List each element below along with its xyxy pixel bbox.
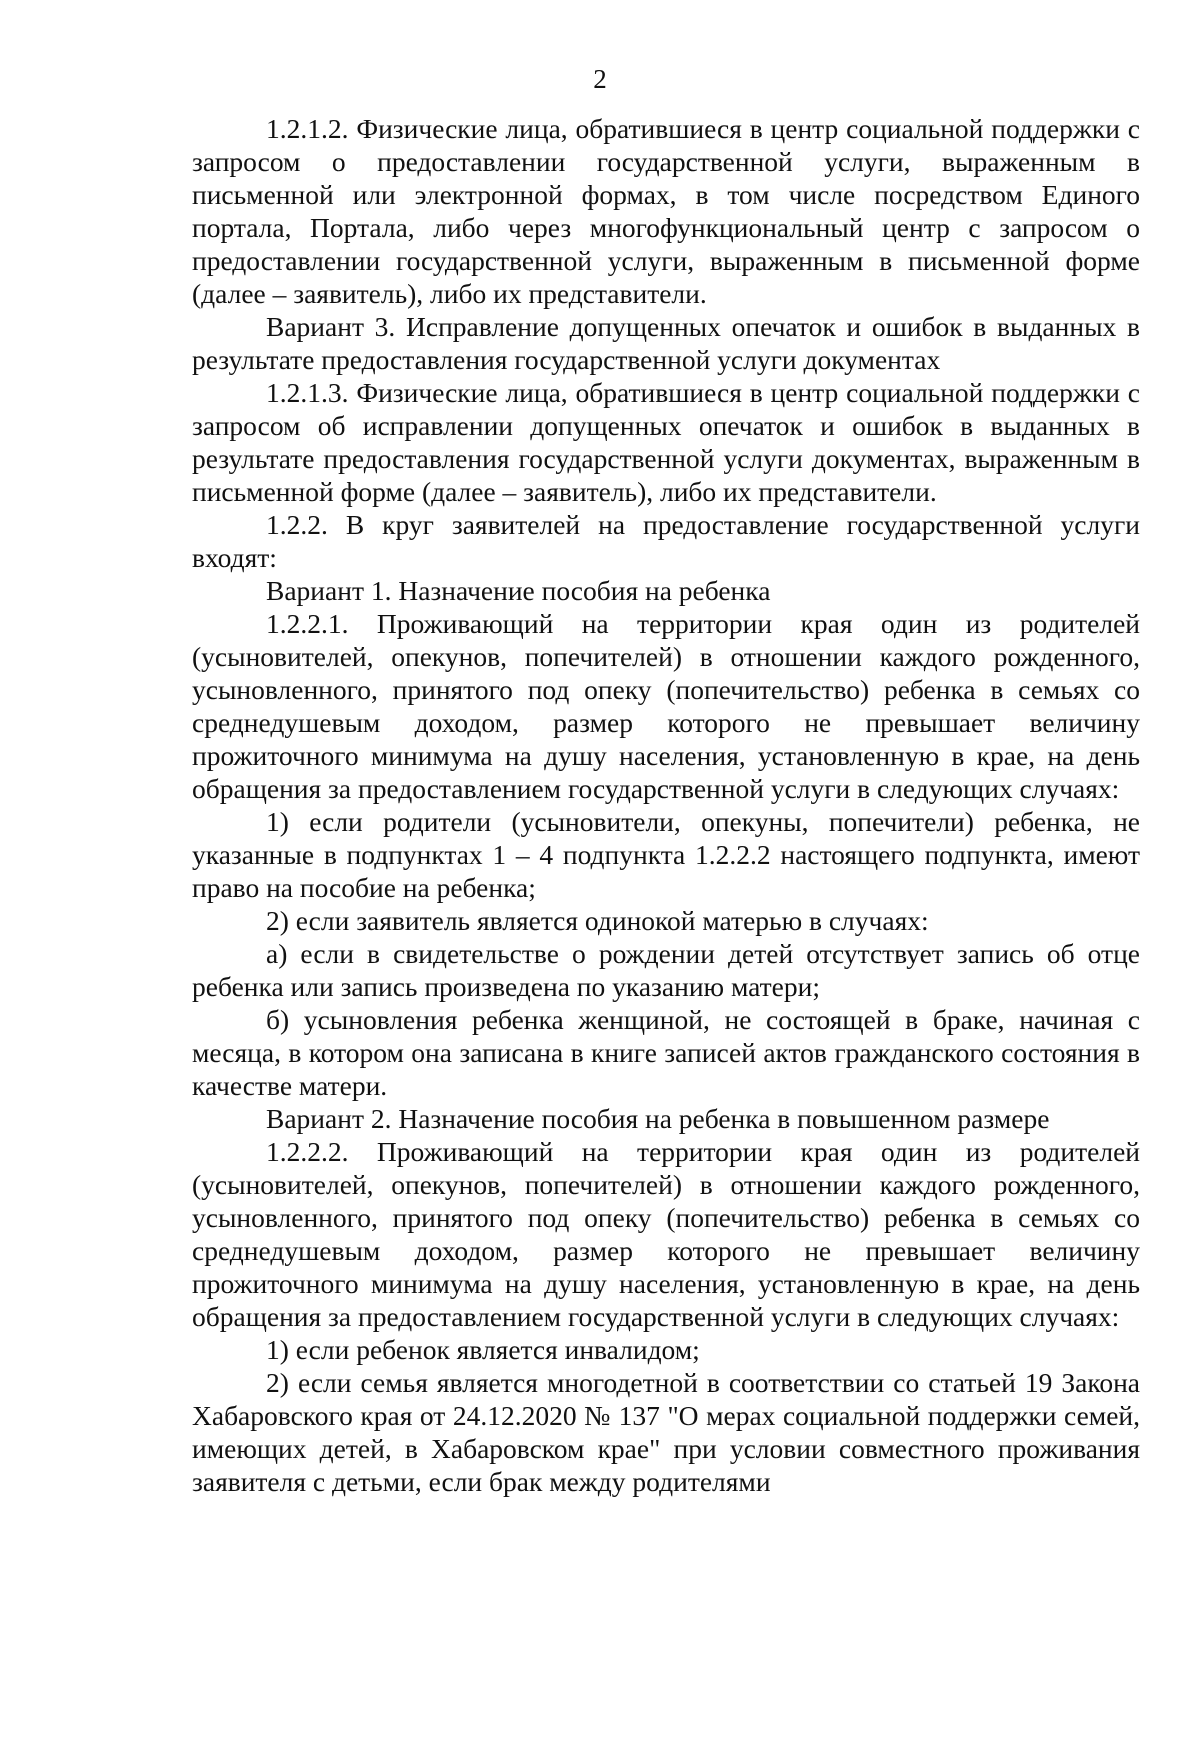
paragraph-item-2-large-family: 2) если семья является многодетной в соответствии со статьей 19 Закона Хабаровского края от 24.12.2020 № 137 "О мерах социальной поддержки семей, имеющих детей, в Хабаровском крае" при условии совместного проживания заявителя с детьми, если брак между родителями — [192, 1367, 1140, 1497]
paragraph-variant-1: Вариант 1. Назначение пособия на ребенка — [266, 575, 771, 606]
paragraph-1-2-1-3: 1.2.1.3. Физические лица, обратившиеся в центр социальной поддержки с запросом об исправлении допущенных опечаток и ошибок в выданных в результате предоставления государственной услуги документах, выраженным в письменной форме (далее – заявитель), либо их представители. — [192, 377, 1140, 507]
paragraph-item-1: 1) если родители (усыновители, опекуны, попечители) ребенка, не указанные в подпунктах 1 – 4 подпункта 1.2.2.2 настоящего подпункта, имеют право на пособие на ребенка; — [192, 806, 1140, 903]
paragraph-item-a: а) если в свидетельстве о рождении детей отсутствует запись об отце ребенка или запись произведена по указанию матери; — [192, 938, 1140, 1002]
paragraph-variant-3: Вариант 3. Исправление допущенных опечаток и ошибок в выданных в результате предоставления государственной услуги документах — [192, 311, 1140, 375]
page-number: 2 — [593, 64, 607, 94]
paragraph-1-2-2-2: 1.2.2.2. Проживающий на территории края один из родителей (усыновителей, опекунов, попечителей) в отношении каждого рожденного, усыновленного, принятого под опеку (попечительство) ребенка в семьях со среднедушевым доходом, размер которого не превышает величину прожиточного минимума на душу населения, установленную в крае, на день обращения за предоставлением государственной услуги в следующих случаях: — [192, 1136, 1140, 1332]
paragraph-1-2-1-2: 1.2.1.2. Физические лица, обратившиеся в центр социальной поддержки с запросом о предоставлении государственной услуги, выраженным в письменной или электронной формах, в том числе посредством Единого портала, Портала, либо через многофункциональный центр с запросом о предоставлении государственной услуги, выраженным в письменной форме (далее – заявитель), либо их представители. — [192, 113, 1140, 309]
document-body — [192, 112, 1140, 1498]
paragraph-variant-2: Вариант 2. Назначение пособия на ребенка в повышенном размере — [266, 1103, 1050, 1134]
paragraph-1-2-2-1: 1.2.2.1. Проживающий на территории края один из родителей (усыновителей, опекунов, попечителей) в отношении каждого рожденного, усыновленного, принятого под опеку (попечительство) ребенка в семьях со среднедушевым доходом, размер которого не превышает величину прожиточного минимума на душу населения, установленную в крае, на день обращения за предоставлением государственной услуги в следующих случаях: — [192, 608, 1140, 804]
paragraph-item-b: б) усыновления ребенка женщиной, не состоящей в браке, начиная с месяца, в котором она записана в книге записей актов гражданского состояния в качестве матери. — [192, 1004, 1140, 1101]
paragraph-item-1-disabled: 1) если ребенок является инвалидом; — [266, 1334, 700, 1365]
paragraph-item-2: 2) если заявитель является одинокой матерью в случаях: — [266, 905, 929, 936]
paragraph-1-2-2: 1.2.2. В круг заявителей на предоставление государственной услуги входят: — [192, 509, 1140, 573]
